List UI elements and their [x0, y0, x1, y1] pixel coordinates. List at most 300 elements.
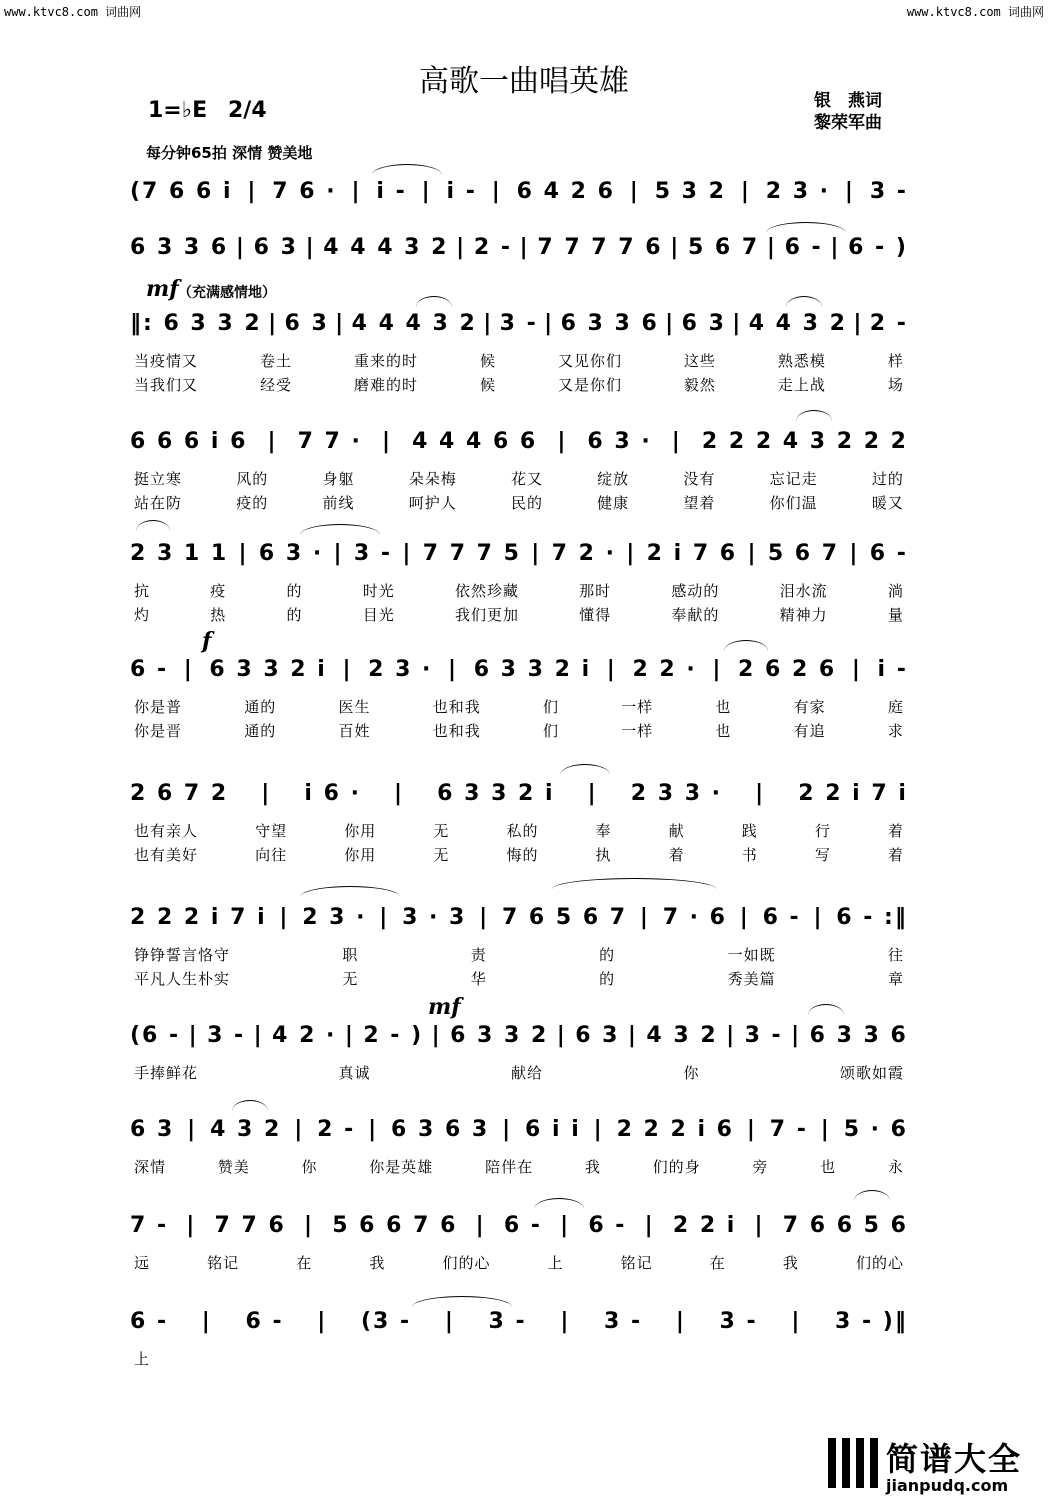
lyric-syllable: 永 [887, 1158, 904, 1176]
notation-line [130, 1106, 908, 1152]
barline: | [344, 1022, 355, 1048]
lyric-syllable: 有家 [793, 698, 826, 716]
lyric-syllable: 没有 [683, 470, 716, 488]
measure: 2 - [869, 310, 908, 336]
barline: | [317, 1308, 328, 1334]
barline: | [444, 1308, 455, 1334]
lyric-syllable: 的 [599, 946, 616, 964]
lyric-syllable: 旁 [752, 1158, 769, 1176]
lyric-syllable: 庭 [887, 698, 904, 716]
measure: 2 3 · [302, 904, 367, 930]
watermark-left: www.ktvc8.com 词曲网 [4, 5, 142, 19]
barline: | [402, 540, 413, 566]
measure: 4 4 4 3 2 [323, 234, 449, 260]
measure: 6 3 3 2 i [473, 656, 592, 682]
barline: | [267, 428, 278, 454]
time-signature: 2/4 [228, 98, 267, 123]
barline: | [670, 234, 681, 260]
barline: | [746, 1116, 757, 1142]
measure: 6 3 [253, 234, 298, 260]
measure: 6 3 [681, 310, 726, 336]
measure: 2 3 1 1 [130, 540, 229, 566]
lyric-syllable: 你 [683, 1064, 700, 1082]
slur-arc [372, 164, 442, 175]
barline: | [732, 310, 743, 336]
measure: 4 3 2 [646, 1022, 718, 1048]
barline: | [247, 178, 258, 204]
lyric-syllable: 民的 [510, 494, 543, 512]
measure: ‖: 6 3 3 2 [130, 310, 262, 336]
measure: 2 i 7 6 [646, 540, 738, 566]
barline: | [587, 780, 598, 806]
lyric-syllable: 在 [296, 1254, 313, 1272]
barline: | [747, 540, 758, 566]
barline: | [335, 310, 346, 336]
lyric-syllable: 在 [709, 1254, 726, 1272]
lyric-syllable: 我 [782, 1254, 799, 1272]
barline: | [479, 904, 490, 930]
measure: i 6 · [304, 780, 361, 806]
lyrics-verse-2 [134, 844, 904, 866]
lyric-syllable: 私的 [506, 822, 539, 840]
measure: 6 3 3 2 i [209, 656, 327, 682]
barline: | [754, 1212, 765, 1238]
measure: 4 4 4 3 2 [351, 310, 477, 336]
measure: 6 3 3 6 [130, 234, 229, 260]
measure: 6 3 3 6 [809, 1022, 908, 1048]
barline: | [739, 904, 750, 930]
slur-arc [232, 1100, 268, 1111]
measure: 6 3 [284, 310, 329, 336]
barline: | [813, 904, 824, 930]
barline: | [820, 1116, 831, 1142]
lyric-syllable: 望着 [683, 494, 716, 512]
logo-title: 简谱大全 [886, 1440, 1023, 1478]
slur-arc [854, 1190, 890, 1201]
barline: | [740, 178, 751, 204]
barline: | [531, 540, 542, 566]
barline: | [519, 234, 530, 260]
measure: 5 6 7 [767, 540, 840, 566]
barline: | [556, 1022, 567, 1048]
lyric-syllable: 我 [369, 1254, 386, 1272]
lyric-syllable: 也 [820, 1158, 837, 1176]
lyric-syllable: 无 [342, 970, 359, 988]
barline: | [830, 234, 841, 260]
lyric-syllable: 过的 [871, 470, 904, 488]
lyric-syllable: 一样 [621, 698, 654, 716]
lyric-syllable: 你是英雄 [369, 1158, 434, 1176]
lyric-syllable: 重来的时 [353, 352, 418, 370]
measure: 6 3 6 3 [391, 1116, 490, 1142]
lyric-syllable: 平凡人生朴实 [134, 970, 231, 988]
lyric-syllable: 颂歌如霞 [839, 1064, 904, 1082]
lyric-syllable: 赞美 [217, 1158, 250, 1176]
barline: | [235, 234, 246, 260]
lyric-syllable: 你是普 [134, 698, 183, 716]
barline: | [629, 178, 640, 204]
measure: 3 - [604, 1308, 643, 1334]
measure: 5 3 2 [654, 178, 726, 204]
barline: | [606, 656, 617, 682]
lyric-syllable: 你 [301, 1158, 318, 1176]
barline: | [627, 1022, 638, 1048]
measure: 7 - [130, 1212, 169, 1238]
lyric-syllable: 献 [668, 822, 685, 840]
barline: | [475, 1212, 486, 1238]
lyric-syllable: 磨难的时 [353, 376, 418, 394]
lyric-syllable: 向往 [255, 846, 288, 864]
measure: 2 2 2 i 7 i [130, 904, 267, 930]
lyric-syllable: 疫的 [236, 494, 269, 512]
lyric-syllable: 目光 [362, 606, 395, 624]
notation-line [130, 1012, 908, 1058]
barline: | [186, 1212, 197, 1238]
logo-url: jianpudq.com [886, 1476, 1009, 1495]
barline: | [853, 310, 864, 336]
barline: | [448, 656, 459, 682]
lyric-syllable: 灼 [134, 606, 151, 624]
measure: i - [877, 656, 908, 682]
barline: | [201, 1308, 212, 1334]
lyric-syllable: 我们更加 [454, 606, 519, 624]
measure: 6 3 · [587, 428, 652, 454]
measure: 2 2 i [672, 1212, 737, 1238]
lyric-syllable: 这些 [683, 352, 716, 370]
measure: 6 - [784, 234, 823, 260]
lyric-syllable: 们的身 [652, 1158, 701, 1176]
lyric-syllable: 一如既 [727, 946, 776, 964]
slur-arc [808, 1004, 844, 1015]
barline: | [491, 178, 502, 204]
lyric-syllable: 上 [134, 1350, 151, 1368]
barline: | [381, 428, 392, 454]
barline: | [268, 310, 279, 336]
measure: 5 6 6 7 6 [332, 1212, 458, 1238]
barline: | [712, 656, 723, 682]
measure: (7 6 6 i [130, 178, 233, 204]
lyric-syllable: 铭记 [620, 1254, 653, 1272]
notation-line [130, 1298, 908, 1344]
lyric-syllable: 热 [210, 606, 227, 624]
measure: 7 2 · [551, 540, 616, 566]
lyric-syllable: 往 [887, 946, 904, 964]
barline: | [849, 540, 860, 566]
measure: (3 - [361, 1308, 412, 1334]
lyric-syllable: 身躯 [322, 470, 355, 488]
measure: 6 - [130, 1308, 169, 1334]
slur-arc [552, 878, 716, 889]
measure: 6 3 [575, 1022, 620, 1048]
lyric-syllable: 走上战 [777, 376, 826, 394]
lyric-syllable: 泪水流 [779, 582, 828, 600]
lyric-syllable: 悔的 [506, 846, 539, 864]
lyric-syllable: 医生 [338, 698, 371, 716]
lyric-syllable: 卷土 [259, 352, 292, 370]
lyric-syllable: 当疫情又 [134, 352, 199, 370]
barline: | [183, 656, 194, 682]
barline: | [502, 1116, 513, 1142]
measure: 3 - [719, 1308, 758, 1334]
barline: | [351, 178, 362, 204]
lyric-syllable: 呵护人 [408, 494, 457, 512]
lyric-syllable: 通的 [244, 722, 277, 740]
lyric-syllable: 有追 [793, 722, 826, 740]
measure: 2 3 · [368, 656, 433, 682]
lyric-syllable: 样 [887, 352, 904, 370]
lyric-syllable: 也和我 [432, 722, 481, 740]
measure: 2 2 i 7 i [798, 780, 908, 806]
measure: 2 3 3 · [630, 780, 723, 806]
measure: 5 6 7 [687, 234, 760, 260]
lyric-syllable: 深情 [134, 1158, 167, 1176]
slur-arc [416, 296, 452, 307]
measure: 3 · 3 [402, 904, 467, 930]
measure: 6 - ) [848, 234, 908, 260]
lyric-syllable: 也和我 [432, 698, 481, 716]
barline: | [675, 1308, 686, 1334]
lyric-syllable: 着 [668, 846, 685, 864]
lyric-syllable: 责 [470, 946, 487, 964]
measure: 6 3 3 6 [560, 310, 659, 336]
slur-arc [796, 410, 832, 421]
measure: 7 - [769, 1116, 808, 1142]
measure: 7 6 6 5 6 [782, 1212, 908, 1238]
lyric-syllable: 无 [433, 822, 450, 840]
watermark-right: www.ktvc8.com 词曲网 [906, 5, 1044, 19]
measure: (6 - [130, 1022, 181, 1048]
measure: 7 6 5 6 7 [501, 904, 628, 930]
lyrics-verse-1 [134, 1252, 904, 1274]
measure: 6 6 6 i 6 [130, 428, 248, 454]
lyric-syllable: 时光 [362, 582, 395, 600]
lyric-syllable: 远 [134, 1254, 151, 1272]
credits [814, 90, 882, 134]
lyric-syllable: 奉献的 [671, 606, 720, 624]
measure: 6 i i [525, 1116, 581, 1142]
lyric-syllable: 你是晋 [134, 722, 183, 740]
lyric-syllable: 铭记 [207, 1254, 240, 1272]
notation-line [130, 168, 908, 214]
barline: | [671, 428, 682, 454]
lyric-syllable: 绽放 [597, 470, 630, 488]
barline: | [726, 1022, 737, 1048]
slur-arc [786, 296, 822, 307]
measure: 6 - [130, 656, 169, 682]
barline: | [238, 540, 249, 566]
lyric-syllable: 执 [595, 846, 612, 864]
measure: 6 - [588, 1212, 627, 1238]
slur-arc [560, 764, 610, 775]
lyric-syllable: 铮铮誓言恪守 [134, 946, 231, 964]
measure: 6 3 [130, 1116, 175, 1142]
measure: 4 2 · [272, 1022, 337, 1048]
barline: | [333, 540, 344, 566]
lyric-syllable: 花又 [510, 470, 543, 488]
lyric-syllable: 场 [887, 376, 904, 394]
measure: 6 3 · [258, 540, 324, 566]
lyric-syllable: 也有亲人 [134, 822, 199, 840]
barline: | [544, 310, 555, 336]
lyric-syllable: 着 [887, 822, 904, 840]
lyric-syllable: 献给 [510, 1064, 543, 1082]
measure: 2 2 2 i 6 [616, 1116, 734, 1142]
lyrics-verse-1 [134, 580, 904, 602]
measure: 6 3 3 2 i [437, 780, 555, 806]
lyric-syllable: 毅然 [683, 376, 716, 394]
lyrics-verse-2 [134, 968, 904, 990]
lyric-syllable: 候 [479, 352, 496, 370]
lyric-syllable: 通的 [244, 698, 277, 716]
lyrics-verse-2 [134, 720, 904, 742]
tempo-marking: 每分钟65拍 深情 赞美地 [146, 144, 313, 162]
slur-arc [534, 1198, 584, 1209]
slur-arc [300, 886, 400, 897]
lyrics-verse-1 [134, 1156, 904, 1178]
lyric-syllable: 淌 [887, 582, 904, 600]
measure: 7 · 6 [662, 904, 727, 930]
lyric-syllable: 无 [433, 846, 450, 864]
measure: 4 4 4 6 6 [412, 428, 538, 454]
lyrics-verse-2 [134, 604, 904, 626]
barline: | [394, 780, 405, 806]
barline: | [421, 178, 432, 204]
lyric-syllable: 真诚 [338, 1064, 371, 1082]
measure: 2 6 7 2 [130, 780, 229, 806]
measure: 2 6 2 6 [738, 656, 837, 682]
barline: | [294, 1116, 305, 1142]
barline: | [665, 310, 676, 336]
slur-arc [300, 524, 380, 535]
measure: 4 3 2 [210, 1116, 282, 1142]
barline: | [279, 904, 290, 930]
lyric-syllable: 风的 [236, 470, 269, 488]
lyric-syllable: 秀美篇 [727, 970, 776, 988]
measure: 3 - )‖ [835, 1308, 908, 1334]
measure: 2 2 · [632, 656, 697, 682]
lyrics-verse-1 [134, 696, 904, 718]
barline: | [626, 540, 637, 566]
barline: | [188, 1022, 199, 1048]
dynamic-f: f [202, 628, 212, 654]
lyric-syllable: 前线 [322, 494, 355, 512]
barline: | [639, 904, 650, 930]
lyric-syllable: 手捧鲜花 [134, 1064, 199, 1082]
measure: 2 - [317, 1116, 356, 1142]
lyric-syllable: 朵朵梅 [408, 470, 457, 488]
barline: | [593, 1116, 604, 1142]
lyrics-verse-2 [134, 374, 904, 396]
barline: | [560, 1212, 571, 1238]
piano-keys-icon [828, 1438, 878, 1488]
lyric-syllable: 的 [599, 970, 616, 988]
barline: | [261, 780, 272, 806]
barline: | [187, 1116, 198, 1142]
lyric-syllable: 抗 [134, 582, 151, 600]
lyric-syllable: 守望 [255, 822, 288, 840]
lyric-syllable: 也有美好 [134, 846, 199, 864]
dynamic-mf-2: mf [428, 994, 461, 1020]
lyric-syllable: 们的心 [855, 1254, 904, 1272]
lyrics-verse-1 [134, 1062, 904, 1084]
site-logo [828, 1432, 1038, 1500]
measure: 6 4 2 6 [516, 178, 615, 204]
lyric-syllable: 疫 [210, 582, 227, 600]
lyric-syllable: 忘记走 [769, 470, 818, 488]
notation-line [130, 770, 908, 816]
lyric-syllable: 当我们又 [134, 376, 199, 394]
lyric-syllable: 站在防 [134, 494, 183, 512]
measure: 3 - [869, 178, 908, 204]
lyric-syllable: 经受 [259, 376, 292, 394]
lyric-syllable: 着 [887, 846, 904, 864]
notation-line [130, 646, 908, 692]
lyrics-verse-1 [134, 350, 904, 372]
barline: | [305, 234, 316, 260]
barline: | [303, 1212, 315, 1238]
lyric-syllable: 陪伴在 [485, 1158, 534, 1176]
lyric-syllable: 那时 [579, 582, 612, 600]
barline: | [755, 780, 766, 806]
lyric-syllable: 华 [470, 970, 487, 988]
barline: | [379, 904, 390, 930]
lyric-syllable: 我 [584, 1158, 601, 1176]
key-signature: 1=♭E [148, 98, 208, 123]
dynamic-mf: mf [146, 276, 179, 302]
lyric-syllable: 依然珍藏 [454, 582, 519, 600]
lyrics-verse-1 [134, 468, 904, 490]
lyric-syllable: 们 [542, 722, 559, 740]
lyric-syllable: 又是你们 [557, 376, 622, 394]
measure: 6 3 3 2 [450, 1022, 549, 1048]
slur-arc [724, 640, 768, 651]
measure: 2 3 · [765, 178, 831, 204]
measure: i - [446, 178, 477, 204]
measure: 7 7 7 5 [422, 540, 521, 566]
measure: 2 - ) [363, 1022, 424, 1048]
lyrics-verse-1 [134, 944, 904, 966]
measure: 6 - [762, 904, 801, 930]
expression-text: （充满感情地） [178, 285, 276, 301]
lyric-syllable: 一样 [621, 722, 654, 740]
lyric-syllable: 你们温 [769, 494, 818, 512]
lyric-syllable: 也 [715, 722, 732, 740]
measure: 3 - [353, 540, 393, 566]
notation-line [130, 530, 908, 576]
barline: | [791, 1022, 802, 1048]
barline: | [644, 1212, 655, 1238]
lyric-syllable: 健康 [597, 494, 630, 512]
lyric-syllable: 的 [286, 582, 303, 600]
barline: | [342, 656, 353, 682]
barline: | [483, 310, 494, 336]
lyric-syllable: 懂得 [579, 606, 612, 624]
lyrics-verse-1 [134, 1348, 904, 1370]
barline: | [368, 1116, 379, 1142]
barline: | [844, 178, 855, 204]
lyric-syllable: 你用 [344, 846, 377, 864]
barline: | [560, 1308, 571, 1334]
lyric-syllable: 感动的 [671, 582, 720, 600]
measure: i - [376, 178, 407, 204]
lyric-syllable: 你用 [344, 822, 377, 840]
barline: | [431, 1022, 442, 1048]
measure: 3 - [488, 1308, 527, 1334]
lyric-syllable: 们 [542, 698, 559, 716]
lyric-syllable: 上 [547, 1254, 564, 1272]
measure: 5 · 6 [843, 1116, 908, 1142]
measure: 6 - :‖ [836, 904, 908, 930]
